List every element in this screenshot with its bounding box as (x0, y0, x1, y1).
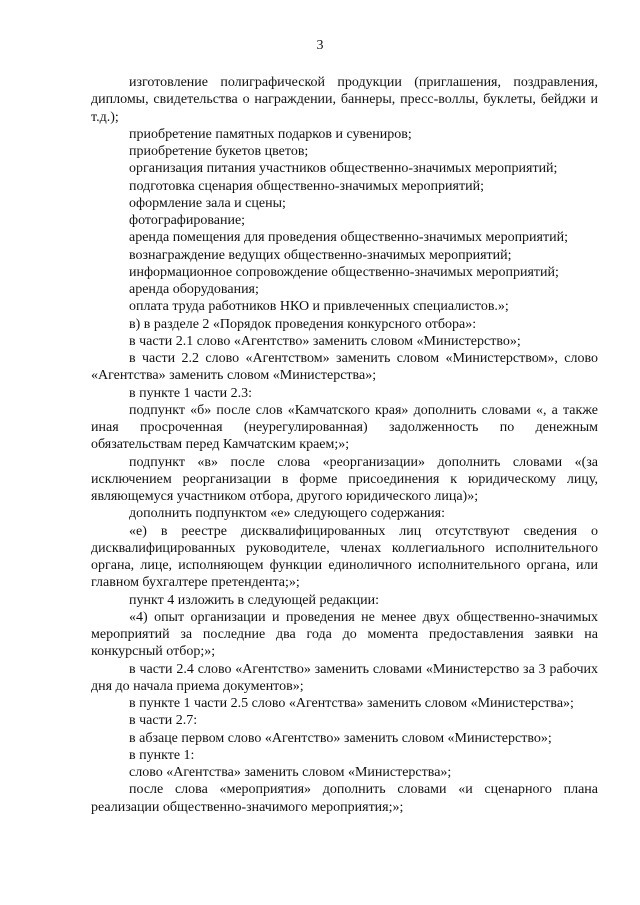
paragraph: в абзаце первом слово «Агентство» заменить словом «Министерство»; (129, 730, 552, 746)
paragraph: после слова «мероприятия» дополнить словами «и сценарного плана реализации общественно-значимого мероприятия;»; (91, 782, 598, 815)
paragraph: «4) опыт организации и проведения не менее двух общественно-значимых мероприятий за последние два года до момента предоставления заявки на конкурсный отбор;»; (91, 609, 598, 660)
paragraph: изготовление полиграфической продукции (приглашения, поздравления, дипломы, свидетельства о награждении, баннеры, пресс-воллы, буклеты, бейджи и т.д.); (91, 75, 598, 125)
page-number: 3 (316, 38, 324, 53)
paragraph: «е) в реестре дисквалифицированных лиц отсутствуют сведения о дисквалифицированных руководителе, членах коллегиального исполнительного органа, лице, исполняющем функции единоличного исполнительного органа, или главном бухгалтере претендента;»; (91, 523, 598, 591)
paragraph: в пункте 1 части 2.3: (129, 385, 253, 401)
paragraph: приобретение букетов цветов; (129, 144, 309, 159)
paragraph: подпункт «в» после слова «реорганизации» дополнить словами «(за исключением реорганизации в форме присоединения к юридическому лицу, являющемуся участником отбора, другого юридического лица)»; (91, 454, 598, 504)
paragraph: подготовка сценария общественно-значимых мероприятий; (129, 178, 484, 194)
paragraph: оформление зала и сцены; (129, 195, 286, 211)
paragraph: в части 2.4 слово «Агентство» заменить словами «Министерство за 3 рабочих дня до начала приема документов»; (91, 661, 598, 694)
paragraph: в) в разделе 2 «Порядок проведения конкурсного отбора»: (129, 316, 477, 332)
paragraph: пункт 4 изложить в следующей редакции: (129, 592, 379, 608)
paragraph: в пункте 1: (129, 747, 195, 763)
paragraph: в части 2.2 слово «Агентством» заменить словом «Министерством», слово «Агентства» заменить словом «Министерства»; (91, 351, 598, 384)
paragraph: аренда оборудования; (129, 282, 259, 297)
document-body (91, 74, 598, 816)
paragraph: в пункте 1 части 2.5 слово «Агентства» заменить словом «Министерства»; (129, 696, 574, 711)
paragraph: аренда помещения для проведения общественно-значимых мероприятий; (129, 230, 568, 246)
paragraph: подпункт «б» после слов «Камчатского края» дополнить словами «, а также иная просроченная (неурегулированная) задолженность по денежным обязательствам перед Камчатским краем;»; (91, 402, 598, 453)
paragraph: фотографирование; (129, 213, 246, 228)
paragraph: приобретение памятных подарков и сувениров; (129, 126, 412, 142)
paragraph: информационное сопровождение общественно-значимых мероприятий; (129, 264, 559, 280)
paragraph: оплата труда работников НКО и привлеченных специалистов.»; (129, 299, 509, 315)
paragraph: в части 2.1 слово «Агентство» заменить словом «Министерство»; (129, 333, 521, 349)
paragraph: в части 2.7: (129, 713, 198, 729)
paragraph: дополнить подпунктом «е» следующего содержания: (129, 506, 446, 522)
paragraph: слово «Агентства» заменить словом «Министерства»; (129, 765, 452, 780)
paragraph: организация питания участников общественно-значимых мероприятий; (129, 161, 558, 177)
paragraph: вознаграждение ведущих общественно-значимых мероприятий; (129, 247, 512, 263)
